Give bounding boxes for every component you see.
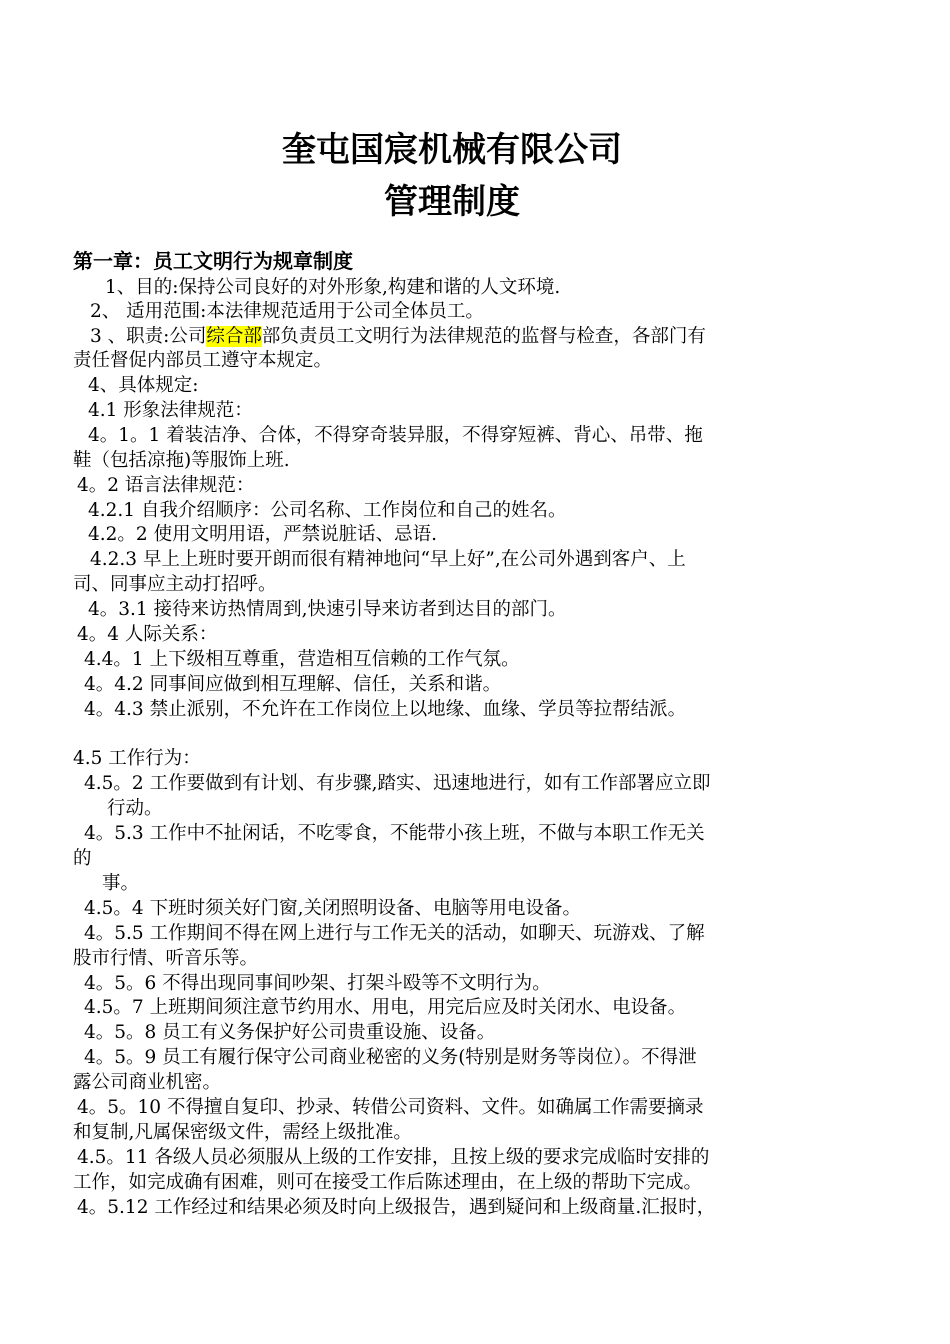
paragraph-line: 4、具体规定: (88, 375, 199, 396)
paragraph-line: 4.2.3 早上上班时要开朗而很有精神地问“早上好”,在公司外遇到客户、上 (90, 549, 686, 570)
chapter-heading: 第一章：员工文明行为规章制度 (73, 249, 353, 273)
paragraph-line: 4.5。4 下班时须关好门窗,关闭照明设备、电脑等用电设备。 (84, 898, 581, 919)
paragraph-line: 2、 适用范围:本法律规范适用于公司全体员工。 (90, 301, 484, 322)
highlighted-text: 综合部 (206, 326, 262, 347)
paragraph-line: 4.2.1 自我介绍顺序：公司名称、工作岗位和自己的姓名。 (88, 500, 567, 521)
paragraph-line: 4。4 人际关系： (77, 624, 218, 645)
paragraph-line: 司、同事应主动打招呼。 (73, 574, 277, 595)
paragraph-line: 4.1 形象法律规范： (88, 400, 253, 421)
paragraph-line: 责任督促内部员工遵守本规定。 (73, 350, 333, 371)
paragraph-line: 工作，如完成确有困难，则可在接受工作后陈述理由，在上级的帮助下完成。 (73, 1172, 703, 1193)
document-title: 管理制度 (384, 182, 520, 222)
paragraph-line: 4。5。9 员工有履行保守公司商业秘密的义务(特别是财务等岗位）。不得泄 (84, 1047, 697, 1068)
paragraph-line: 4.5。2 工作要做到有计划、有步骤,踏实、迅速地进行，如有工作部署应立即 (84, 773, 711, 794)
paragraph-line: 4。4.3 禁止派别，不允许在工作岗位上以地缘、血缘、学员等拉帮结派。 (84, 699, 687, 720)
paragraph-line: 的 (73, 848, 92, 869)
paragraph-line: 股市行情、听音乐等。 (73, 948, 259, 969)
paragraph-line: 4。5。8 员工有义务保护好公司贵重设施、设备。 (84, 1022, 496, 1043)
paragraph-line: 1、目的:保持公司良好的对外形象,构建和谐的人文环境. (105, 277, 561, 298)
paragraph-line: 4.5 工作行为： (73, 748, 201, 769)
company-title: 奎屯国宸机械有限公司 (282, 130, 622, 170)
paragraph-line (90, 324, 706, 349)
paragraph-line: 4。4.2 同事间应做到相互理解、信任，关系和谐。 (84, 674, 502, 695)
paragraph-line: 和复制,凡属保密级文件，需经上级批准。 (73, 1122, 412, 1143)
paragraph-line: 4.4。1 上下级相互尊重，营造相互信赖的工作气氛。 (84, 649, 520, 670)
text-segment: 部负责员工文明行为法律规范的监督与检查，各部门有 (261, 326, 706, 347)
paragraph-line: 4。1。1 着装洁净、合体，不得穿奇装异服，不得穿短裤、背心、吊带、拖 (88, 425, 703, 446)
paragraph-line: 4。3.1 接待来访热情周到,快速引导来访者到达目的部门。 (88, 599, 567, 620)
paragraph-line: 4.2。2 使用文明用语，严禁说脏话、忌语. (88, 524, 437, 545)
paragraph-line: 4。5.12 工作经过和结果必须及时向上级报告，遇到疑问和上级商量.汇报时， (77, 1197, 716, 1218)
paragraph-line: 4。5。6 不得出现同事间吵架、打架斗殴等不文明行为。 (84, 973, 551, 994)
paragraph-line: 4。5.5 工作期间不得在网上进行与工作无关的活动，如聊天、玩游戏、了解 (84, 923, 705, 944)
paragraph-line: 露公司商业机密。 (73, 1072, 222, 1093)
paragraph-line: 4。2 语言法律规范： (77, 475, 255, 496)
paragraph-line: 鞋（包括凉拖)等服饰上班. (73, 450, 290, 471)
paragraph-line: 4。5.3 工作中不扯闲话，不吃零食，不能带小孩上班，不做与本职工作无关 (84, 823, 705, 844)
text-segment: 3 、职责:公司 (90, 326, 207, 347)
paragraph-line: 行动。 (107, 798, 163, 819)
paragraph-line: 4。5。10 不得擅自复印、抄录、转借公司资料、文件。如确属工作需要摘录 (77, 1097, 704, 1118)
paragraph-line: 4.5。11 各级人员必须服从上级的工作安排，且按上级的要求完成临时安排的 (77, 1147, 710, 1168)
paragraph-line: 事。 (102, 873, 140, 894)
paragraph-line: 4.5。7 上班期间须注意节约用水、用电，用完后应及时关闭水、电设备。 (84, 997, 687, 1018)
